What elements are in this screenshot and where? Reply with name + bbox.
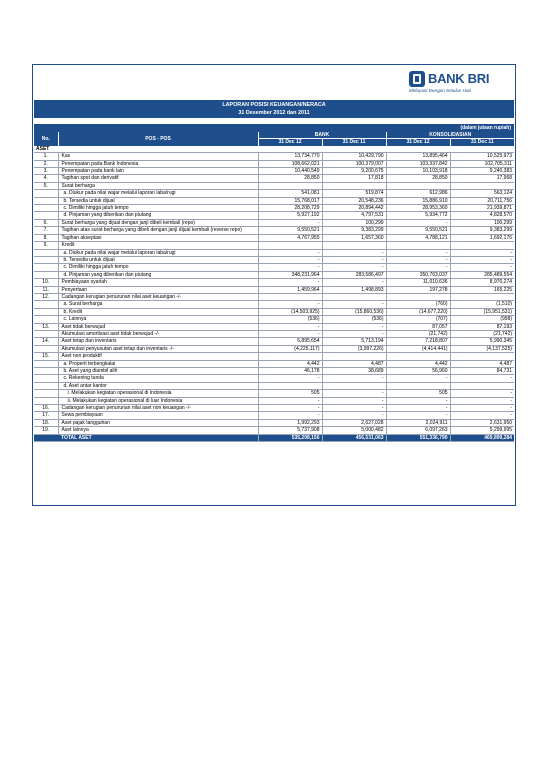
report-sheet [32,64,516,506]
row-label: Surat berharga [58,182,258,189]
value-kons-2012: 56,960 [386,368,450,375]
value-bank-2012: 4,767,955 [258,234,322,241]
value-bank-2012: 505 [258,390,322,397]
row-number [34,360,58,367]
value-kons-2011: - [450,412,514,419]
unit-note: (dalam jutaan rupiah) [34,124,514,132]
value-kons-2012: 10,103,918 [386,168,450,175]
value-kons-2012: 9,550,521 [386,227,450,234]
value-bank-2011: 1,657,360 [322,234,386,241]
value-bank-2011: - [322,412,386,419]
value-bank-2012: (14,503,925) [258,308,322,315]
table-row [34,412,514,419]
value-kons-2011 [450,353,514,360]
table-row [34,256,514,263]
row-number: 8. [34,234,58,241]
value-bank-2011: 100,379,007 [322,160,386,167]
value-bank-2012: - [258,375,322,382]
value-bank-2012: 4,442 [258,360,322,367]
total-row [34,434,514,441]
value-bank-2011: - [322,397,386,404]
row-number: 14. [34,338,58,345]
row-label: b. Tersedia untuk dijual [58,197,258,204]
value-kons-2011: 87,193 [450,323,514,330]
balance-sheet-table [34,132,514,442]
table-row [34,375,514,382]
table-row [34,323,514,330]
table-row [34,205,514,212]
row-number: 11. [34,286,58,293]
row-number: 1. [34,153,58,160]
value-bank-2012: - [258,301,322,308]
row-number [34,330,58,337]
value-kons-2011 [450,182,514,189]
value-kons-2012: (4,414,441) [386,345,450,352]
value-kons-2012 [386,293,450,300]
value-kons-2011: - [450,405,514,412]
row-number [34,190,58,197]
row-number: 17. [34,412,58,419]
header-kons-2011: 31 Dec 11 [450,139,514,146]
value-kons-2011: - [450,397,514,404]
value-bank-2011: 4,487 [322,360,386,367]
row-number [34,264,58,271]
table-row [34,353,514,360]
row-label: b. Tersedia untuk dijual [58,256,258,263]
table-row [34,345,514,352]
header-bank-2012: 31 Dec 12 [258,139,322,146]
table-row [34,301,514,308]
value-kons-2012: 28,953,360 [386,205,450,212]
value-bank-2011 [322,242,386,249]
row-number [34,368,58,375]
total-label: TOTAL ASET [58,434,258,441]
value-bank-2011: - [322,323,386,330]
value-bank-2012: - [258,405,322,412]
value-kons-2012: (14,677,220) [386,308,450,315]
value-bank-2012: - [258,330,322,337]
value-bank-2012: 108,662,021 [258,160,322,167]
row-label: ii. Melakukan kegiatan operasional di luar Indonesia [58,397,258,404]
row-label: c. Rekening tunda [58,375,258,382]
value-bank-2011: 20,894,442 [322,205,386,212]
header-kons-2012: 31 Dec 12 [386,139,450,146]
value-kons-2012 [386,242,450,249]
row-label: Sewa pembiayaan [58,412,258,419]
table-row [34,271,514,278]
brand-name: BANK BRI [428,71,490,86]
brand-tagline: Melayani Dengan Setulus Hati [409,88,471,93]
value-bank-2012: 348,231,964 [258,271,322,278]
row-number: 19. [34,427,58,434]
table-row [34,308,514,315]
value-bank-2011: (536) [322,316,386,323]
row-label: b. Kredit [58,308,258,315]
value-bank-2011: 10,429,790 [322,153,386,160]
row-number: 12. [34,293,58,300]
value-bank-2011: 519,874 [322,190,386,197]
row-label: d. Pinjaman yang diberikan dan piutang [58,212,258,219]
value-bank-2011 [322,293,386,300]
value-kons-2011: 1,692,176 [450,234,514,241]
table-row [34,279,514,286]
table-row [34,338,514,345]
row-number [34,197,58,204]
value-kons-2012: - [386,405,450,412]
value-kons-2012: - [386,219,450,226]
value-bank-2011: 1,498,893 [322,286,386,293]
row-label: a. Diukur pada nilai wajar melalui laporan laba/rugi [58,190,258,197]
table-row [34,286,514,293]
section-label: ASET [34,146,514,153]
total-spacer [34,434,58,441]
table-row [34,212,514,219]
bank-logo [409,71,507,99]
table-row [34,397,514,404]
row-label: Tagihan akseptasi [58,234,258,241]
value-bank-2012: 15,768,017 [258,197,322,204]
value-kons-2011: 285,489,554 [450,271,514,278]
value-bank-2011: (3,997,226) [322,345,386,352]
table-row [34,316,514,323]
value-kons-2012: - [386,397,450,404]
row-label: Surat berharga yang dijual dengan janji dibeli kembali (repo) [58,219,258,226]
row-label: Akumulasi amortisasi aset tidak berwujud -/- [58,330,258,337]
value-kons-2011 [450,293,514,300]
row-number [34,249,58,256]
value-bank-2011: - [322,405,386,412]
value-bank-2011: 2,627,028 [322,419,386,426]
table-row [34,190,514,197]
value-kons-2011: 563,124 [450,190,514,197]
row-label: a. Surat berharga [58,301,258,308]
row-number: 13. [34,323,58,330]
header-bank-2011: 31 Dec 11 [322,139,386,146]
table-row [34,293,514,300]
value-bank-2012: 1,459,964 [258,286,322,293]
value-bank-2012 [258,293,322,300]
value-bank-2012: 28,208,729 [258,205,322,212]
value-bank-2011: 9,200,675 [322,168,386,175]
table-row [34,234,514,241]
value-bank-2012 [258,242,322,249]
table-row [34,264,514,271]
row-number [34,375,58,382]
row-number [34,256,58,263]
value-kons-2012 [386,182,450,189]
value-kons-2011: 9,240,383 [450,168,514,175]
value-bank-2011: - [322,301,386,308]
row-number [34,316,58,323]
row-number: 7. [34,227,58,234]
total-kons-2012: 551,336,790 [386,434,450,441]
value-bank-2012: 10,440,549 [258,168,322,175]
value-kons-2012: (707) [386,316,450,323]
value-kons-2011: - [450,264,514,271]
value-bank-2011 [322,382,386,389]
value-kons-2012: 11,010,636 [386,279,450,286]
row-label: Tagihan spot dan derivatif [58,175,258,182]
total-kons-2011: 469,899,284 [450,434,514,441]
table-body [34,146,514,442]
value-kons-2011: 100,299 [450,219,514,226]
table-row [34,419,514,426]
value-kons-2012: 4,442 [386,360,450,367]
row-label: Tagihan atas surat berharga yang dibeli dengan janji dijual kembali (reverse repo) [58,227,258,234]
table-row [34,427,514,434]
row-number [34,308,58,315]
report-title: LAPORAN POSISI KEUANGAN/NERACA [222,102,326,108]
value-kons-2011: 10,525,973 [450,153,514,160]
value-bank-2011: - [322,375,386,382]
value-kons-2011: 165,225 [450,286,514,293]
table-row [34,175,514,182]
value-kons-2012: 612,986 [386,190,450,197]
bri-logo-icon [409,71,425,87]
row-label: b. Aset yang diambil alih [58,368,258,375]
row-label: d. Aset antar kantor [58,382,258,389]
table-row [34,227,514,234]
value-kons-2012: 4,788,121 [386,234,450,241]
table-row [34,249,514,256]
value-bank-2011: 283,586,497 [322,271,386,278]
row-label: Aset pajak tangguhan [58,419,258,426]
value-kons-2011: (4,137,525) [450,345,514,352]
row-label: Pembiayaan syariah [58,279,258,286]
row-label: Cadangan kerugian penurunan nilai aset non keuangan -/- [58,405,258,412]
value-kons-2012: - [386,375,450,382]
total-bank-2012: 535,208,156 [258,434,322,441]
row-number [34,397,58,404]
total-bank-2011: 456,531,063 [322,434,386,441]
value-kons-2012: - [386,256,450,263]
value-bank-2012: - [258,249,322,256]
value-kons-2012: 6,097,263 [386,427,450,434]
row-label: a. Properti terbengkalai [58,360,258,367]
row-number: 6. [34,219,58,226]
value-kons-2012: 7,218,807 [386,338,450,345]
row-number: 2. [34,160,58,167]
row-label: Aset lainnya [58,427,258,434]
row-number: 9. [34,242,58,249]
value-kons-2011: 20,711,756 [450,197,514,204]
row-number [34,382,58,389]
value-bank-2012 [258,182,322,189]
row-number [34,271,58,278]
row-number [34,212,58,219]
value-bank-2012: 541,081 [258,190,322,197]
report-date: 31 Desember 2012 dan 2011 [238,110,310,116]
value-kons-2012: 13,895,464 [386,153,450,160]
report-title-band [34,100,514,118]
row-number [34,390,58,397]
value-bank-2012: 1,992,293 [258,419,322,426]
row-number: 4. [34,175,58,182]
table-row [34,390,514,397]
value-bank-2011: - [322,249,386,256]
value-bank-2012: 5,737,908 [258,427,322,434]
value-bank-2012: 28,850 [258,175,322,182]
value-kons-2011: 17,968 [450,175,514,182]
row-number: 15. [34,353,58,360]
header-pos: POS - POS [58,132,258,146]
value-kons-2012: 350,763,037 [386,271,450,278]
value-kons-2011: - [450,390,514,397]
value-bank-2011: 38,689 [322,368,386,375]
row-label: Aset tidak berwujud [58,323,258,330]
row-label: c. Dimiliki hingga jatuh tempo [58,205,258,212]
value-kons-2011: 8,970,274 [450,279,514,286]
value-bank-2011: 17,818 [322,175,386,182]
value-kons-2011: 102,705,311 [450,160,514,167]
value-bank-2012: - [258,323,322,330]
value-kons-2012: 505 [386,390,450,397]
row-number [34,205,58,212]
table-row [34,153,514,160]
row-label: Akumulasi penyusutan aset tetap dan inventaris -/- [58,345,258,352]
section-row [34,146,514,153]
row-label: Kredit [58,242,258,249]
value-kons-2011: (998) [450,316,514,323]
value-kons-2011: (21,742) [450,330,514,337]
header-no: No. [34,132,58,146]
value-bank-2012: - [258,397,322,404]
value-kons-2012: 103,337,842 [386,160,450,167]
row-number: 10. [34,279,58,286]
value-kons-2012: - [386,412,450,419]
value-kons-2012: - [386,249,450,256]
value-kons-2012 [386,353,450,360]
value-kons-2011: 4,828,570 [450,212,514,219]
table-row [34,168,514,175]
value-bank-2012: (536) [258,316,322,323]
value-kons-2011: (15,951,531) [450,308,514,315]
value-kons-2011: 5,299,995 [450,427,514,434]
row-label: Penempatan pada bank lain [58,168,258,175]
value-kons-2012: 15,886,910 [386,197,450,204]
value-bank-2012: - [258,264,322,271]
row-label: Penyertaan [58,286,258,293]
value-bank-2012: - [258,279,322,286]
value-bank-2012: - [258,256,322,263]
table-row [34,405,514,412]
value-bank-2012 [258,382,322,389]
header-group-konsolidasian: KONSOLIDASIAN [386,132,514,139]
value-bank-2011: 5,000,482 [322,427,386,434]
value-bank-2011: - [322,256,386,263]
value-bank-2011: 5,713,194 [322,338,386,345]
value-bank-2011 [322,353,386,360]
value-kons-2011: 9,383,299 [450,227,514,234]
value-kons-2011: 84,731 [450,368,514,375]
value-kons-2011 [450,242,514,249]
row-number: 3. [34,168,58,175]
table-row [34,160,514,167]
row-number [34,301,58,308]
value-bank-2011 [322,182,386,189]
row-label: d. Pinjaman yang diberikan dan piutang [58,271,258,278]
table-row [34,368,514,375]
row-number [34,345,58,352]
value-kons-2011: - [450,256,514,263]
value-bank-2011: 20,548,236 [322,197,386,204]
value-bank-2011: - [322,390,386,397]
table-row [34,382,514,389]
value-bank-2012: (4,225,117) [258,345,322,352]
value-kons-2011: - [450,375,514,382]
row-label: c. Dimiliki hingga jatuh tempo [58,264,258,271]
value-bank-2012 [258,353,322,360]
header-group-bank: BANK [258,132,386,139]
value-bank-2012: 5,927,192 [258,212,322,219]
value-kons-2011: 4,487 [450,360,514,367]
table-row [34,242,514,249]
table-row [34,360,514,367]
value-kons-2012: - [386,264,450,271]
value-bank-2011: 9,383,299 [322,227,386,234]
value-bank-2012: 9,550,521 [258,227,322,234]
row-label: Kas [58,153,258,160]
row-label: Aset tetap dan inventaris [58,338,258,345]
row-label: Penempatan pada Bank Indonesia [58,160,258,167]
table-row [34,219,514,226]
value-kons-2011: (1,510) [450,301,514,308]
value-kons-2011 [450,382,514,389]
value-bank-2011: (15,860,536) [322,308,386,315]
value-kons-2012 [386,382,450,389]
row-number: 5. [34,182,58,189]
row-label: i. Melakukan kegiatan operasional di Indonesia [58,390,258,397]
value-bank-2012: 6,895,654 [258,338,322,345]
row-label: Cadangan kerugian penurunan nilai aset keuangan -/- [58,293,258,300]
row-number: 16. [34,405,58,412]
value-kons-2012: 87,057 [386,323,450,330]
value-bank-2011: 4,797,531 [322,212,386,219]
value-bank-2012: 46,178 [258,368,322,375]
value-kons-2011: 5,990,345 [450,338,514,345]
row-label: Aset non produktif [58,353,258,360]
table-row [34,197,514,204]
value-kons-2012: (760) [386,301,450,308]
value-bank-2012: - [258,219,322,226]
value-kons-2012: 5,934,772 [386,212,450,219]
value-kons-2012: 2,024,911 [386,419,450,426]
table-row [34,182,514,189]
value-kons-2011: 2,631,950 [450,419,514,426]
value-bank-2012: - [258,412,322,419]
value-kons-2011: 21,939,871 [450,205,514,212]
value-bank-2011: - [322,279,386,286]
table-row [34,330,514,337]
value-kons-2012: 197,278 [386,286,450,293]
row-label: a. Diukur pada nilai wajar melalui laporan laba/rugi [58,249,258,256]
value-kons-2012: 28,850 [386,175,450,182]
row-number: 18. [34,419,58,426]
value-bank-2011: - [322,330,386,337]
value-bank-2012: 13,734,770 [258,153,322,160]
row-label: c. Lainnya [58,316,258,323]
value-kons-2012: (21,742) [386,330,450,337]
value-bank-2011: 100,299 [322,219,386,226]
value-bank-2011: - [322,264,386,271]
value-kons-2011: - [450,249,514,256]
